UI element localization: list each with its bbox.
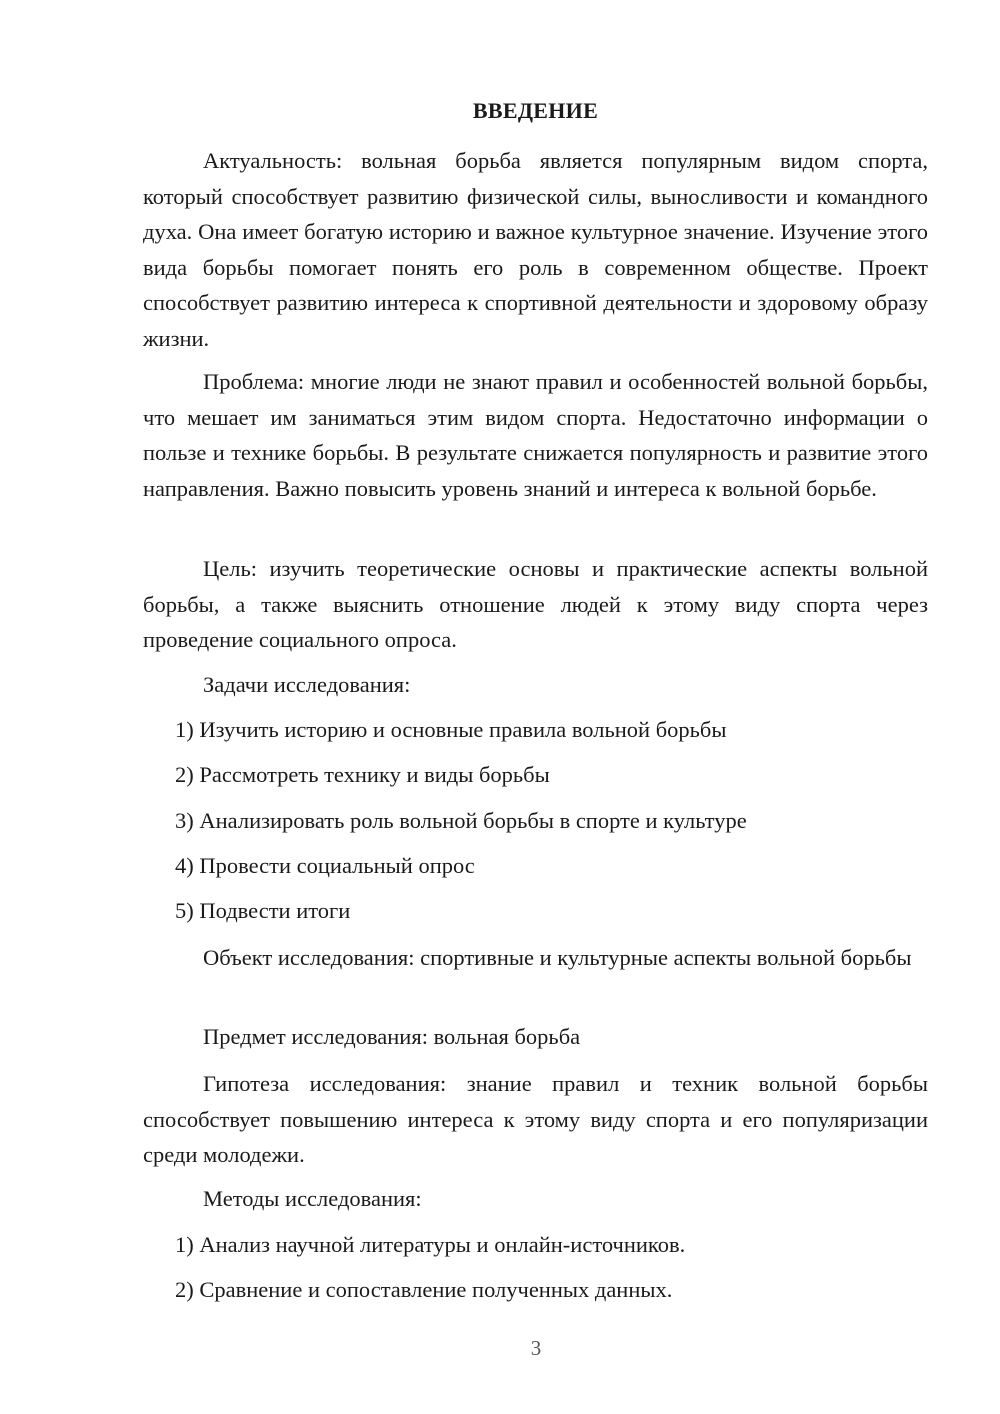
method-item-2: 2) Сравнение и сопоставление полученных данных. [175,1277,673,1302]
tasks-title: Задачи исследования: [203,672,411,697]
method-item-1: 1) Анализ научной литературы и онлайн-источников. [175,1232,686,1257]
page-number: 3 [530,1336,542,1360]
object-paragraph: Объект исследования: спортивные и культурные аспекты вольной борьбы [203,945,912,970]
subject-paragraph: Предмет исследования: вольная борьба [203,1024,581,1049]
task-item-3: 3) Анализировать роль вольной борьбы в спорте и культуре [175,808,747,833]
hypothesis-paragraph: Гипотеза исследования: знание правил и техник вольной борьбы способствует повышению интереса к этому виду спорта и его популяризации среди молодежи. [143,1071,928,1167]
methods-title: Методы исследования: [203,1186,422,1211]
section-heading: ВВЕДЕНИЕ [472,98,599,123]
task-item-2: 2) Рассмотреть технику и виды борьбы [175,762,550,787]
task-item-1: 1) Изучить историю и основные правила вольной борьбы [175,717,727,742]
task-item-5: 5) Подвести итоги [175,898,351,923]
relevance-paragraph: Актуальность: вольная борьба является популярным видом спорта, который способствует развитию физической силы, выносливости и командного духа. Она имеет богатую историю и важное культурное значение. Изучение этого вида борьбы помогает понять его роль в современном обществе. Проект способствует развитию интереса к спортивной деятельности и здоровому образу жизни. [143,148,928,351]
task-item-4: 4) Провести социальный опрос [175,853,475,878]
goal-paragraph: Цель: изучить теоретические основы и практические аспекты вольной борьбы, а также выяснить отношение людей к этому виду спорта через проведение социального опроса. [143,556,928,652]
problem-paragraph: Проблема: многие люди не знают правил и особенностей вольной борьбы, что мешает им заниматься этим видом спорта. Недостаточно информации о пользе и технике борьбы. В результате снижается популярность и развитие этого направления. Важно повысить уровень знаний и интереса к вольной борьбе. [143,369,928,501]
